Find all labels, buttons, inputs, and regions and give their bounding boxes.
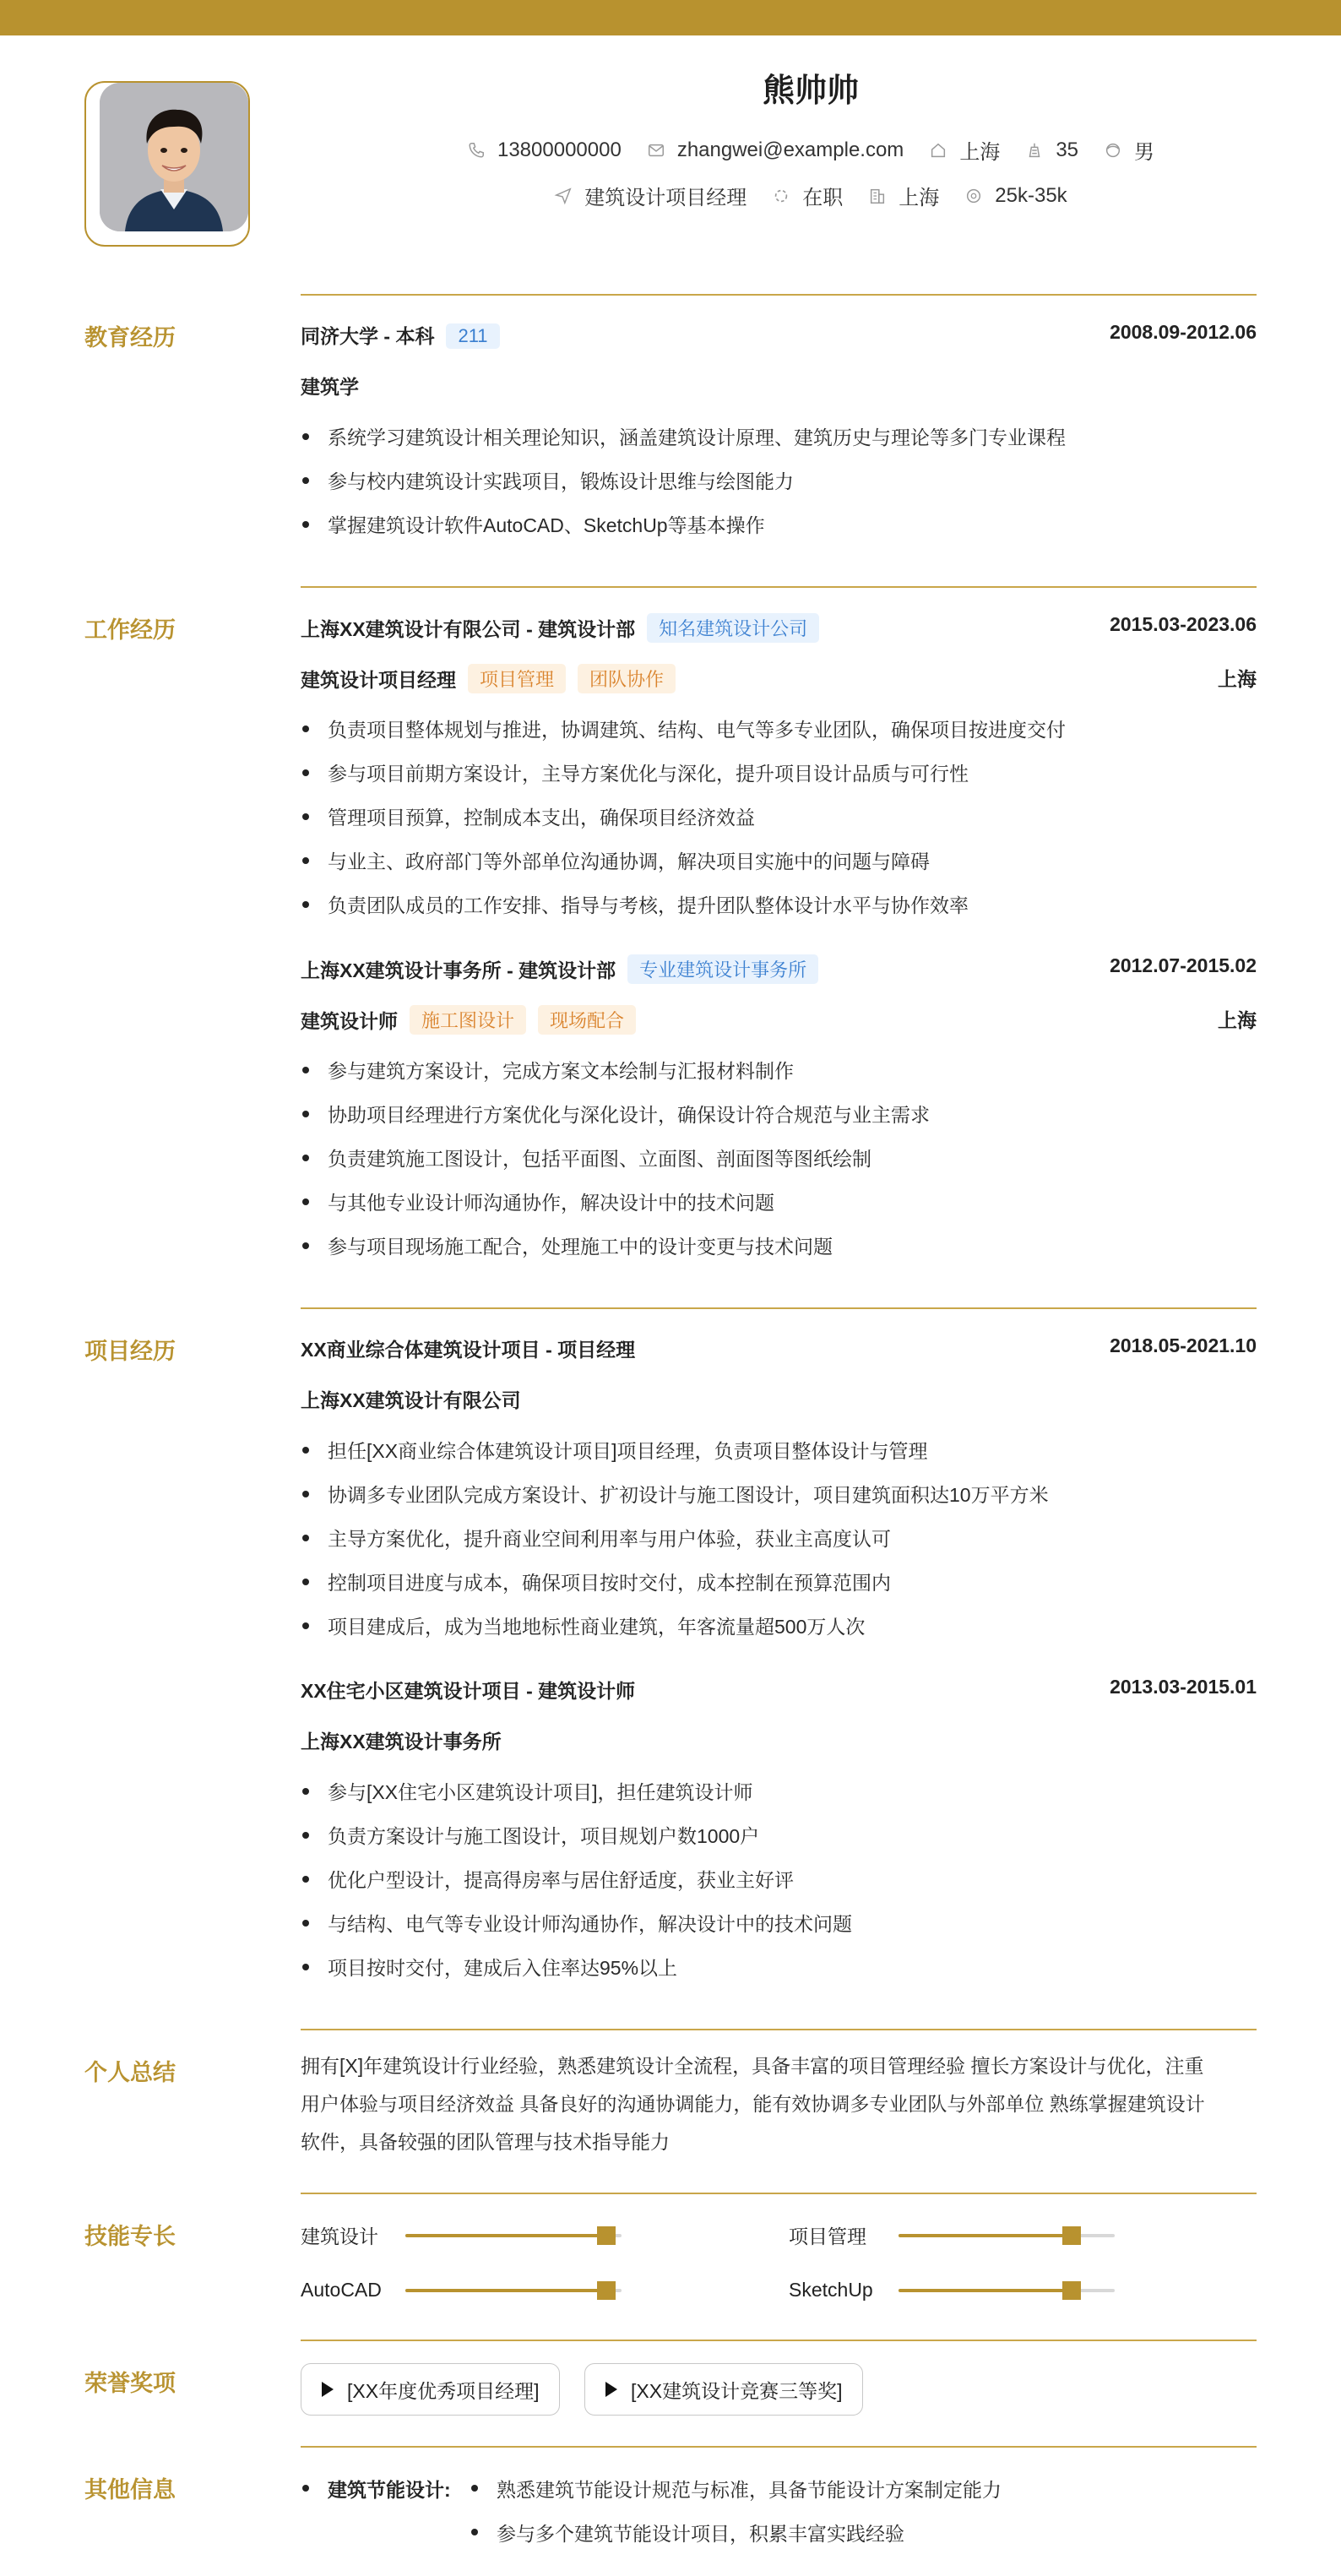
company-name: 上海XX建筑设计有限公司 - 建筑设计部	[301, 618, 636, 640]
education-major: 建筑学	[301, 376, 359, 398]
award-label: [XX建筑设计竞赛三等奖]	[631, 2379, 843, 2402]
award-chip[interactable]	[584, 2363, 863, 2416]
gender-icon	[1104, 141, 1122, 160]
section-divider	[301, 2029, 1257, 2030]
status-item	[772, 181, 843, 210]
section-title-other: 其他信息	[84, 2477, 176, 2503]
list-item: 项目按时交付，建成后入住率达95%以上	[301, 1953, 1263, 1981]
skill-name: 项目管理	[789, 2225, 866, 2247]
skill-tag: 现场配合	[538, 1005, 636, 1035]
skill-bar-fill	[405, 2234, 606, 2237]
section-divider	[301, 294, 1257, 296]
send-icon	[554, 187, 573, 205]
section-divider	[301, 586, 1257, 588]
list-item: 优化户型设计，提高得房率与居住舒适度，获业主好评	[301, 1865, 1263, 1893]
project-org: 上海XX建筑设计有限公司	[301, 1389, 521, 1411]
skill-name: AutoCAD	[301, 2279, 382, 2301]
skill-bar-knob	[1062, 2226, 1081, 2245]
job-title: 建筑设计师	[301, 1010, 398, 1032]
other-info-key: 建筑节能设计:	[301, 2475, 451, 2503]
salary-item	[964, 184, 1067, 208]
company-name: 上海XX建筑设计事务所 - 建筑设计部	[301, 959, 616, 981]
list-item: 协调多专业团队完成方案设计、扩初设计与施工图设计，项目建筑面积达10万平方米	[301, 1480, 1263, 1508]
skill-bar-fill	[899, 2234, 1072, 2237]
section-title-work: 工作经历	[84, 617, 176, 643]
list-item: 参与项目现场施工配合，处理施工中的设计变更与技术问题	[301, 1231, 1263, 1259]
phone-text[interactable]: 13800000000	[497, 138, 622, 161]
list-item: 与业主、政府部门等外部单位沟通协调，解决项目实施中的问题与障碍	[301, 846, 1263, 874]
city-item	[868, 181, 939, 210]
work-location: 上海	[1218, 1009, 1257, 1031]
building-icon	[868, 187, 887, 205]
email-text[interactable]: zhangwei@example.com	[676, 138, 904, 161]
list-item: 掌握建筑设计软件AutoCAD、SketchUp等基本操作	[301, 510, 1263, 538]
section-title-education: 教育经历	[84, 325, 176, 351]
list-item: 熟悉建筑节能设计规范与标准，具备节能设计方案制定能力	[470, 2475, 1002, 2503]
phone-icon	[467, 141, 486, 160]
award-label: [XX年度优秀项目经理]	[347, 2379, 540, 2402]
skill-bar	[899, 2234, 1115, 2237]
skill-tag: 团队协作	[578, 664, 676, 693]
summary-text	[301, 2047, 1257, 2161]
list-item: 协助项目经理进行方案优化与深化设计，确保设计符合规范与业主需求	[301, 1100, 1263, 1128]
skill-bar-knob	[1062, 2281, 1081, 2300]
work-1-title-row	[301, 664, 1257, 693]
age-icon	[1025, 141, 1044, 160]
list-item: 管理项目预算，控制成本支出，确保项目经济效益	[301, 802, 1263, 830]
skill-tag: 施工图设计	[410, 1005, 526, 1035]
company-tag: 专业建筑设计事务所	[627, 954, 818, 984]
section-divider	[301, 1307, 1257, 1309]
section-title-summary: 个人总结	[84, 2060, 176, 2085]
summary-line: 软件，具备较强的团队管理与技术指导能力	[301, 2131, 670, 2153]
skill-bar	[405, 2289, 622, 2292]
mail-icon	[647, 141, 665, 160]
skill-bar	[405, 2234, 622, 2237]
education-date: 2008.09-2012.06	[1110, 321, 1257, 343]
summary-line: 用户体验与项目经济效益 具备良好的沟通协调能力，能有效协调多专业团队与外部单位 熟练掌握建筑设计	[301, 2093, 1205, 2115]
age-text: 35	[1056, 138, 1079, 161]
school-name: 同济大学 - 本科	[301, 325, 435, 347]
work-date: 2015.03-2023.06	[1110, 613, 1257, 635]
work-1-header	[301, 613, 1257, 643]
position-item	[554, 181, 747, 210]
skill-tag: 项目管理	[468, 664, 566, 693]
skill-bar-fill	[899, 2289, 1072, 2292]
list-item: 担任[XX商业综合体建筑设计项目]项目经理，负责项目整体设计与管理	[301, 1436, 1263, 1464]
skill-item	[301, 2279, 622, 2302]
email-item	[647, 139, 904, 162]
city-text: 上海	[899, 187, 940, 209]
job-title: 建筑设计项目经理	[301, 669, 456, 691]
list-item: 参与[XX住宅小区建筑设计项目]，担任建筑设计师	[301, 1777, 1263, 1805]
section-divider	[301, 2340, 1257, 2341]
skill-item	[301, 2221, 622, 2249]
gender-item	[1104, 135, 1154, 165]
section-title-projects: 项目经历	[84, 1339, 176, 1364]
list-item: 控制项目进度与成本，确保项目按时交付，成本控制在预算范围内	[301, 1568, 1263, 1595]
section-divider	[301, 2193, 1257, 2194]
contact-row-2	[0, 181, 1341, 210]
list-item: 与其他专业设计师沟通协作，解决设计中的技术问题	[301, 1187, 1263, 1215]
project-name: XX住宅小区建筑设计项目 - 建筑设计师	[301, 1680, 636, 1702]
section-title-skills: 技能专长	[84, 2224, 176, 2249]
status-icon	[772, 187, 790, 205]
status-text: 在职	[802, 187, 844, 209]
work-date: 2012.07-2015.02	[1110, 954, 1257, 976]
skill-bar-knob	[597, 2281, 616, 2300]
list-item: 参与多个建筑节能设计项目，积累丰富实践经验	[470, 2519, 904, 2546]
play-icon	[605, 2382, 617, 2397]
section-divider	[301, 2446, 1257, 2448]
age-item	[1025, 139, 1078, 162]
education-header	[301, 321, 1257, 349]
work-2-header	[301, 954, 1257, 984]
list-item: 负责建筑施工图设计，包括平面图、立面图、剖面图等图纸绘制	[301, 1144, 1263, 1171]
section-title-awards: 荣誉奖项	[84, 2371, 176, 2396]
project-date: 2013.03-2015.01	[1110, 1676, 1257, 1698]
list-item: 参与校内建筑设计实践项目，锻炼设计思维与绘图能力	[301, 466, 1263, 494]
contact-row-1	[0, 135, 1341, 165]
list-item: 项目建成后，成为当地地标性商业建筑，年客流量超500万人次	[301, 1611, 1263, 1639]
skill-bar-fill	[405, 2289, 606, 2292]
work-2-title-row	[301, 1005, 1257, 1035]
gender-text: 男	[1134, 141, 1155, 164]
skill-bar-knob	[597, 2226, 616, 2245]
list-item: 负责团队成员的工作安排、指导与考核，提升团队整体设计水平与协作效率	[301, 890, 1263, 918]
list-item: 负责项目整体规划与推进，协调建筑、结构、电气等多专业团队，确保项目按进度交付	[301, 715, 1263, 742]
work-location: 上海	[1218, 668, 1257, 690]
project-name: XX商业综合体建筑设计项目 - 项目经理	[301, 1339, 636, 1361]
school-tag: 211	[446, 323, 499, 349]
position-text: 建筑设计项目经理	[584, 187, 747, 209]
skill-item	[789, 2279, 1115, 2302]
project-date: 2018.05-2021.10	[1110, 1334, 1257, 1356]
project-1-header	[301, 1334, 1257, 1362]
project-2-header	[301, 1676, 1257, 1704]
top-accent-bar	[0, 0, 1341, 35]
award-chip[interactable]	[301, 2363, 560, 2416]
list-item: 参与项目前期方案设计，主导方案优化与深化，提升项目设计品质与可行性	[301, 758, 1263, 786]
phone-item	[467, 139, 622, 162]
location-text: 上海	[959, 141, 1001, 164]
skill-item	[789, 2221, 1115, 2249]
company-tag: 知名建筑设计公司	[647, 613, 819, 643]
summary-line: 拥有[X]年建筑设计行业经验，熟悉建筑设计全流程，具备丰富的项目管理经验 擅长方案设计与优化，注重	[301, 2055, 1204, 2077]
skill-name: 建筑设计	[301, 2225, 378, 2247]
play-icon	[322, 2382, 334, 2397]
list-item: 负责方案设计与施工图设计，项目规划户数1000户	[301, 1821, 1263, 1849]
list-item: 与结构、电气等专业设计师沟通协作，解决设计中的技术问题	[301, 1909, 1263, 1937]
skill-name: SketchUp	[789, 2279, 873, 2301]
salary-icon	[964, 187, 983, 205]
list-item: 主导方案优化，提升商业空间利用率与用户体验，获业主高度认可	[301, 1524, 1263, 1552]
candidate-name: 熊帅帅	[762, 73, 859, 109]
project-org: 上海XX建筑设计事务所	[301, 1731, 502, 1753]
skill-bar	[899, 2289, 1115, 2292]
list-item: 参与建筑方案设计，完成方案文本绘制与汇报材料制作	[301, 1056, 1263, 1084]
home-icon	[929, 141, 947, 160]
location-item	[929, 135, 1000, 165]
list-item: 系统学习建筑设计相关理论知识，涵盖建筑设计原理、建筑历史与理论等多门专业课程	[301, 422, 1263, 450]
salary-text: 25k-35k	[995, 183, 1067, 207]
